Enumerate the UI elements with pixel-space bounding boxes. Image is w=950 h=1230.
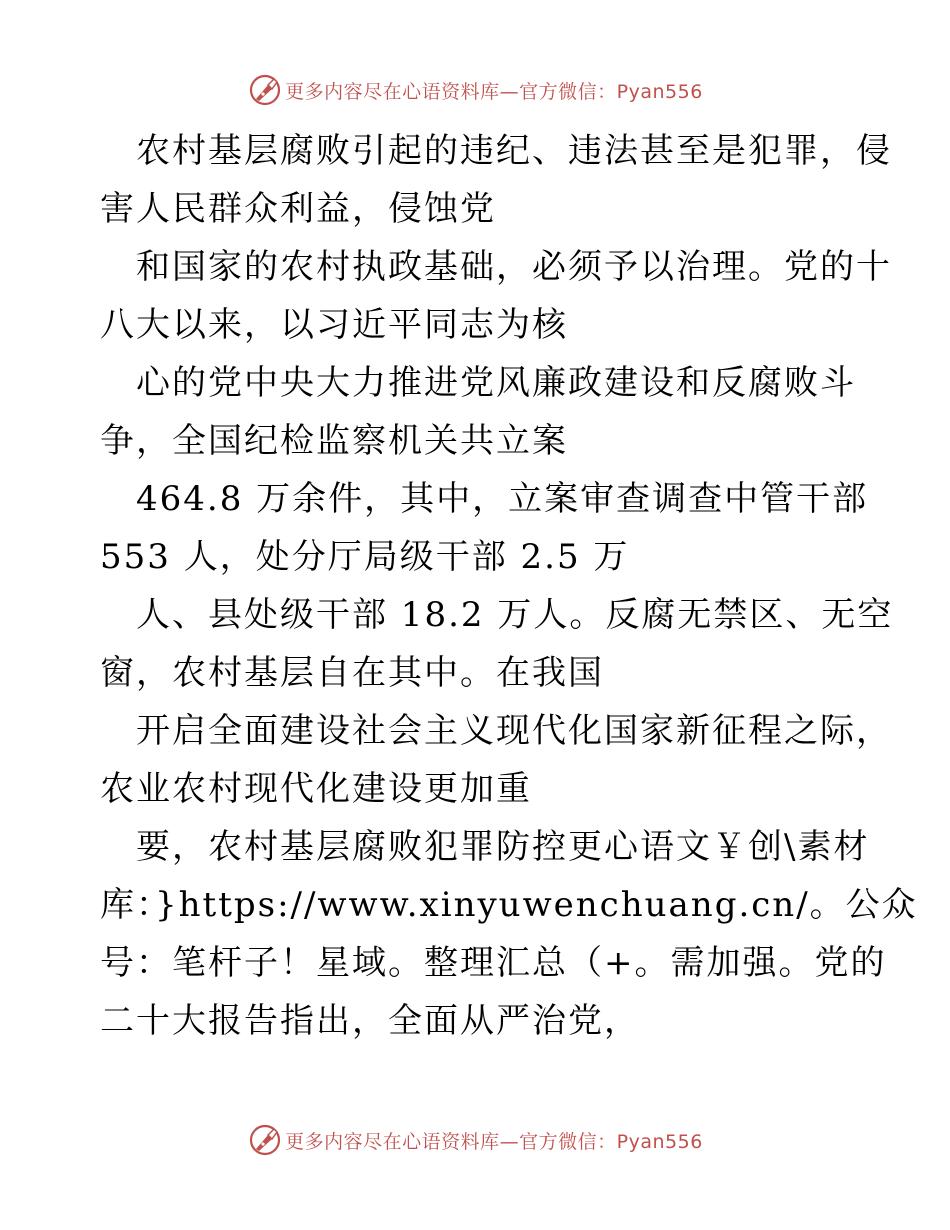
footer-banner-dash: — [499,1130,520,1153]
pen-nib-logo-icon [247,72,283,108]
header-banner-text [285,77,703,104]
header-banner-main: 更多内容尽在心语资料库 [285,80,500,103]
body-line-15: 号：笔杆子！星域。整理汇总（+。需加强。党的 [100,943,887,983]
body-line-5: 心的党中央大力推进党风廉政建设和反腐败斗 [136,363,856,403]
header-banner-dash: — [499,80,520,103]
body-line-12: 农业农村现代化建设更加重 [100,769,532,809]
body-line-10: 窗，农村基层自在其中。在我国 [100,653,604,693]
document-body [100,122,918,1050]
body-line-11: 开启全面建设社会主义现代化国家新征程之际， [136,711,892,751]
header-banner [0,70,950,110]
pen-nib-logo-icon [247,1122,283,1158]
body-line-3: 和国家的农村执政基础，必须予以治理。党的十 [136,247,892,287]
body-line-14: 库：}https://www.xinyuwenchuang.cn/。公众 [100,885,918,925]
body-line-2: 害人民群众利益，侵蚀党 [100,189,496,229]
body-line-16: 二十大报告指出，全面从严治党， [100,1001,640,1041]
footer-banner [0,1120,950,1160]
body-line-4: 八大以来，以习近平同志为核 [100,305,568,345]
body-line-7: 464.8 万余件，其中，立案审查调查中管干部 [136,479,869,519]
body-line-1: 农村基层腐败引起的违纪、违法甚至是犯罪，侵 [136,131,892,171]
body-line-9: 人、县处级干部 18.2 万人。反腐无禁区、无空 [136,595,894,635]
body-line-13: 要，农村基层腐败犯罪防控更心语文￥创\素材 [136,827,870,867]
footer-banner-text [285,1127,703,1154]
body-line-6: 争，全国纪检监察机关共立案 [100,421,568,461]
body-line-8: 553 人，处分厅局级干部 2.5 万 [100,537,630,577]
footer-banner-wechat: 官方微信：Pyan556 [519,1130,703,1153]
header-banner-wechat: 官方微信：Pyan556 [519,80,703,103]
footer-banner-main: 更多内容尽在心语资料库 [285,1130,500,1153]
